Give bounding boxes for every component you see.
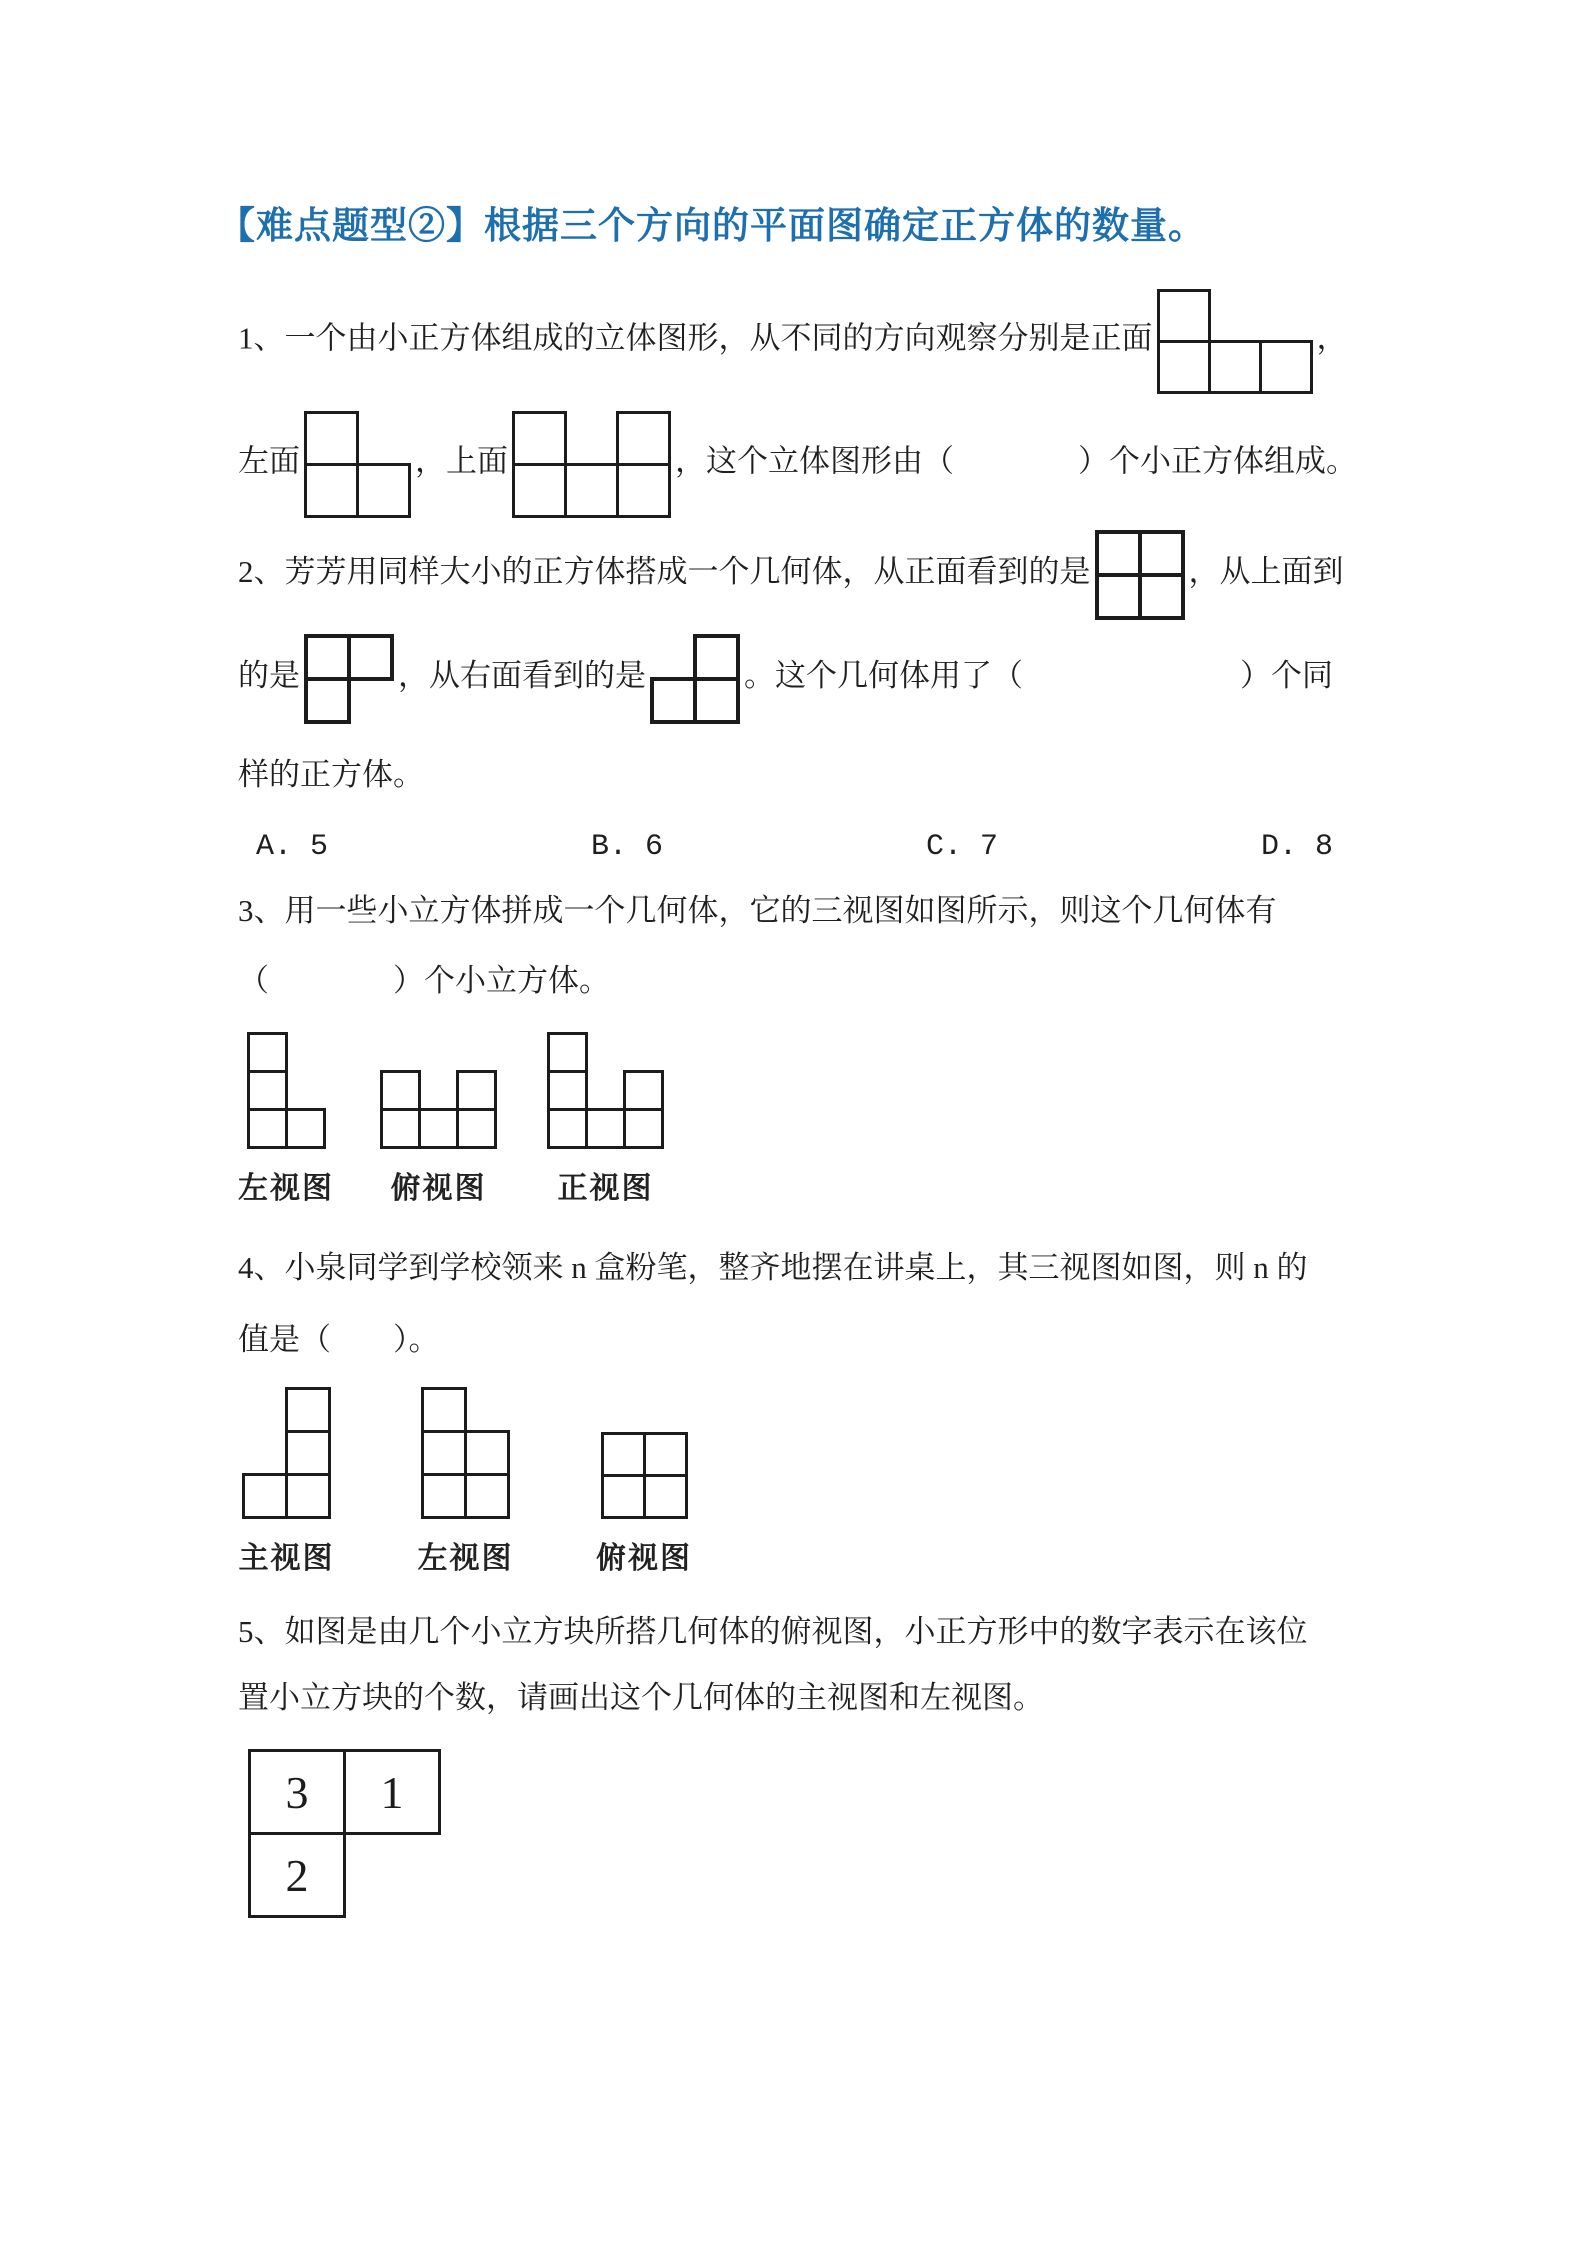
svg-text:1: 1	[380, 1767, 404, 1819]
q3-top-view-label: 俯视图	[390, 1172, 487, 1205]
q1-line1	[238, 289, 1498, 394]
q1-top-label: ，上面	[415, 443, 508, 479]
q3-line2: （ ）个小立方体。	[238, 963, 610, 998]
q4-left-view-diagram	[421, 1387, 510, 1519]
q1-top-view-diagram	[512, 411, 671, 518]
q4-left-view-group	[417, 1387, 514, 1577]
q2-right-view-diagram	[650, 634, 740, 724]
q3-front-view-group	[543, 1032, 668, 1207]
q4-line1: 4、小泉同学到学校领来 n 盒粉笔，整齐地摆在讲桌上，其三视图如图，则 n 的	[238, 1250, 1308, 1285]
q3-top-view-group	[376, 1070, 501, 1207]
option-b: B. 6	[591, 830, 664, 864]
q3-left-view-diagram	[247, 1032, 326, 1149]
q4-main-view-group	[238, 1387, 335, 1577]
q3-diagram-row	[238, 1032, 1498, 1207]
q4-main-view-label: 主视图	[238, 1542, 335, 1575]
q4-main-view-diagram	[242, 1387, 331, 1519]
option-a: A. 5	[256, 830, 329, 864]
q3-left-view-label: 左视图	[238, 1172, 334, 1205]
option-d: D. 8	[1261, 830, 1334, 864]
svg-text:2: 2	[285, 1850, 309, 1902]
q3-top-view-diagram	[380, 1070, 497, 1149]
q2-line1	[238, 530, 1498, 620]
q5-line2: 置小立方块的个数，请画出这个几何体的主视图和左视图。	[238, 1680, 1044, 1715]
q2-options-row	[256, 824, 1498, 870]
q5-diagram-block	[248, 1749, 1498, 1918]
q4-line2: 值是（ ）。	[238, 1322, 440, 1357]
q4-diagram-row	[238, 1387, 1498, 1577]
q4-left-view-label: 左视图	[417, 1542, 514, 1575]
q1-front-view-diagram	[1157, 289, 1313, 394]
q4-top-view-group	[596, 1432, 692, 1577]
q1-left-label: 左面	[238, 443, 300, 479]
q2-line2	[238, 634, 1498, 724]
q2-text-1: 2、芳芳用同样大小的正方体搭成一个几何体，从正面看到的是	[238, 554, 1091, 590]
q1-text-comma: ，	[1316, 320, 1348, 356]
q2-top-view-diagram	[304, 634, 394, 724]
q2-line3: 样的正方体。	[238, 757, 424, 792]
q1-text-1: 1、一个由小正方体组成的立体图形，从不同的方向观察分别是正面	[238, 320, 1153, 356]
q1-text-2: ，这个立体图形由（ ）个小正方体组成。	[675, 443, 1357, 479]
q2-front-view-diagram	[1095, 530, 1185, 620]
q3-left-view-group	[238, 1032, 334, 1207]
page-title: 【难点题型②】根据三个方向的平面图确定正方体的数量。	[218, 205, 1206, 246]
q3-line1: 3、用一些小立方体拼成一个几何体，它的三视图如图所示，则这个几何体有	[238, 893, 1277, 928]
q1-left-view-diagram	[304, 411, 411, 518]
q2-text-2: ，从上面到	[1188, 554, 1344, 590]
q3-front-view-label: 正视图	[557, 1172, 654, 1205]
q5-numbered-top-view-diagram	[248, 1749, 441, 1918]
q2-text-3: 的是	[238, 658, 300, 694]
q5-line1: 5、如图是由几个小立方块所搭几何体的俯视图，小正方形中的数字表示在该位	[238, 1614, 1308, 1649]
q3-front-view-diagram	[547, 1032, 664, 1149]
q4-top-view-label: 俯视图	[596, 1542, 692, 1575]
q1-line2	[238, 411, 1498, 518]
q2-text-5: 。这个几何体用了（ ）个同	[744, 658, 1333, 694]
q4-top-view-diagram	[601, 1432, 688, 1519]
svg-text:3: 3	[285, 1767, 309, 1819]
option-c: C. 7	[926, 830, 999, 864]
q2-text-4: ，从右面看到的是	[398, 658, 646, 694]
